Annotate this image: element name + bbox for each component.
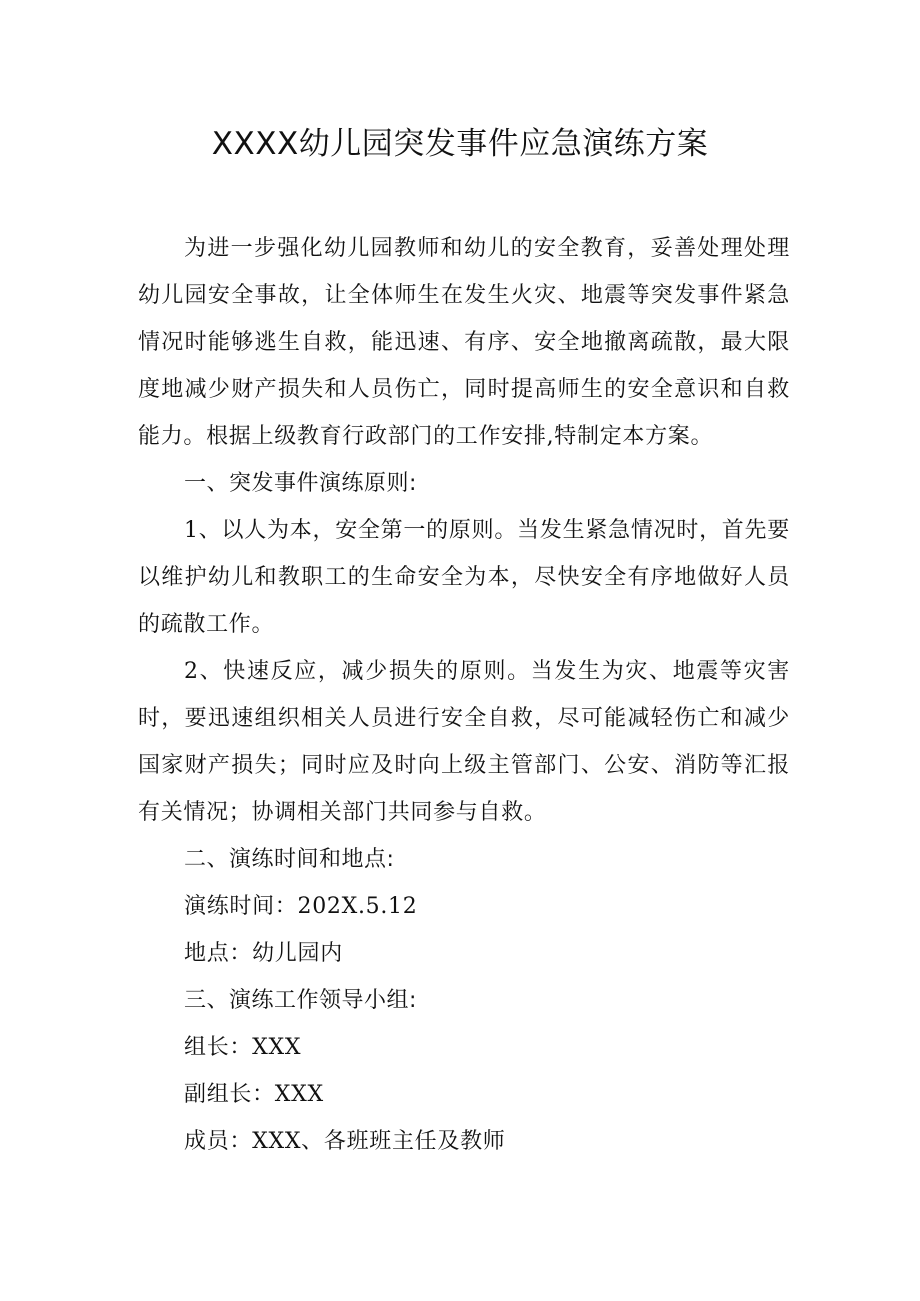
section-3-heading: 三、演练工作领导小组:	[184, 988, 417, 1013]
document-body	[138, 225, 790, 1165]
deputy-leader-line: 副组长：XXX	[184, 1082, 324, 1107]
document-title: XXXX幼儿园突发事件应急演练方案	[211, 126, 709, 162]
drill-time-line: 演练时间：202X.5.12	[184, 894, 418, 919]
group-leader-line: 组长：XXX	[184, 1035, 302, 1060]
drill-place-line: 地点：幼儿园内	[184, 941, 343, 966]
principle-2-paragraph: 2、快速反应，减少损失的原则。当发生为灾、地震等灾害时，要迅速组织相关人员进行安全自救，尽可能减轻伤亡和减少国家财产损失；同时应及时向上级主管部门、公安、消防等汇报有关情况；协调相关部门共同参与自救。	[138, 659, 790, 825]
principle-1-paragraph: 1、以人为本，安全第一的原则。当发生紧急情况时，首先要以维护幼儿和教职工的生命安全为本，尽快安全有序地做好人员的疏散工作。	[138, 518, 790, 637]
group-members-line: 成员：XXX、各班班主任及教师	[184, 1129, 506, 1154]
section-2-heading: 二、演练时间和地点:	[184, 847, 395, 872]
intro-paragraph: 为进一步强化幼儿园教师和幼儿的安全教育，妥善处理处理幼儿园安全事故，让全体师生在发生火灾、地震等突发事件紧急情况时能够逃生自救，能迅速、有序、安全地撤离疏散，最大限度地减少财产损失和人员伤亡，同时提高师生的安全意识和自救能力。根据上级教育行政部门的工作安排,特制定本方案。	[138, 236, 790, 449]
section-1-heading: 一、突发事件演练原则:	[184, 471, 417, 496]
